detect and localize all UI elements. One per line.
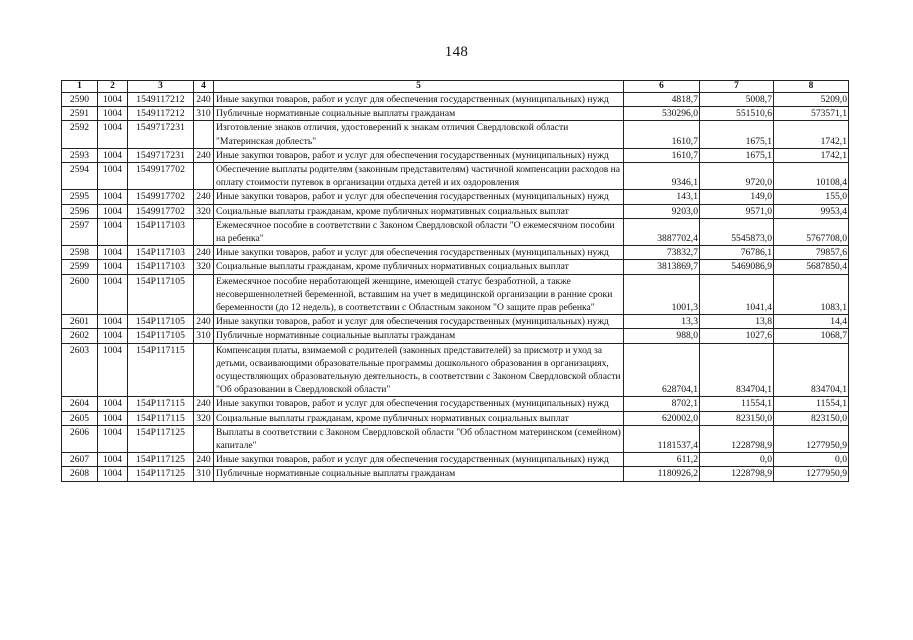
description-cell: Компенсация платы, взимаемой с родителей (законных представителей) за присмотр и уход за детьми, осваивающими образовательные программы дошкольного образования в организациях, осуществляющих образовательную деятельность, в соответствии с Законом Свердловской области "Об образовании в Свердловской области": [214, 343, 624, 397]
amount-col6-cell: 4818,7: [624, 93, 700, 107]
amount-col6-cell: 611,2: [624, 453, 700, 467]
table-row: [62, 204, 849, 218]
amount-col8-cell: 9953,4: [774, 204, 849, 218]
amount-col8-cell: 155,0: [774, 190, 849, 204]
section-code-cell: 1004: [98, 163, 128, 190]
section-code-cell: 1004: [98, 107, 128, 121]
table-header: [62, 81, 849, 93]
amount-col7-cell: 76786,1: [700, 246, 774, 260]
amount-col7-cell: 9571,0: [700, 204, 774, 218]
amount-col8-cell: 5687850,4: [774, 260, 849, 274]
description-cell: Ежемесячное пособие в соответствии с Законом Свердловской области "О ежемесячном пособии на ребенка": [214, 218, 624, 245]
section-code-cell: 1004: [98, 411, 128, 425]
row-number-cell: 2603: [62, 343, 98, 397]
row-number-cell: 2604: [62, 397, 98, 411]
row-number-cell: 2592: [62, 121, 98, 148]
page-number: 148: [444, 44, 469, 60]
table-row: [62, 163, 849, 190]
amount-col6-cell: 73832,7: [624, 246, 700, 260]
section-code-cell: 1004: [98, 148, 128, 162]
amount-col7-cell: 5469086,9: [700, 260, 774, 274]
table-row: [62, 218, 849, 245]
description-cell: Иные закупки товаров, работ и услуг для обеспечения государственных (муниципальных) нужд: [214, 397, 624, 411]
row-number-cell: 2608: [62, 467, 98, 481]
amount-col6-cell: 530296,0: [624, 107, 700, 121]
target-code-cell: 154P117105: [128, 274, 194, 315]
table-row: [62, 148, 849, 162]
amount-col8-cell: 5767708,0: [774, 218, 849, 245]
expense-type-cell: 240: [194, 397, 214, 411]
amount-col7-cell: 1027,6: [700, 329, 774, 343]
target-code-cell: 154P117105: [128, 329, 194, 343]
amount-col7-cell: 9720,0: [700, 163, 774, 190]
expense-type-cell: 310: [194, 467, 214, 481]
amount-col7-cell: 1675,1: [700, 148, 774, 162]
table-row: [62, 246, 849, 260]
row-number-cell: 2607: [62, 453, 98, 467]
expense-type-cell: 320: [194, 260, 214, 274]
col-header-2: 2: [98, 81, 128, 93]
amount-col8-cell: 823150,0: [774, 411, 849, 425]
row-number-cell: 2596: [62, 204, 98, 218]
expense-type-cell: 240: [194, 148, 214, 162]
description-cell: Ежемесячное пособие неработающей женщине, имеющей статус безработной, а также несовершеннолетней беременной, вставшим на учет в медицинской организации в ранние сроки беременности (до 12 недель), в соответствии с Областным законом "О защите прав ребенка": [214, 274, 624, 315]
description-cell: Иные закупки товаров, работ и услуг для обеспечения государственных (муниципальных) нужд: [214, 315, 624, 329]
amount-col8-cell: 79857,6: [774, 246, 849, 260]
amount-col7-cell: 823150,0: [700, 411, 774, 425]
amount-col7-cell: 551510,6: [700, 107, 774, 121]
amount-col7-cell: 11554,1: [700, 397, 774, 411]
section-code-cell: 1004: [98, 315, 128, 329]
description-cell: Иные закупки товаров, работ и услуг для обеспечения государственных (муниципальных) нужд: [214, 93, 624, 107]
table-row: [62, 107, 849, 121]
budget-table: [61, 80, 849, 482]
section-code-cell: 1004: [98, 329, 128, 343]
amount-col6-cell: 1610,7: [624, 148, 700, 162]
table-row: [62, 260, 849, 274]
expense-type-cell: [194, 218, 214, 245]
row-number-cell: 2601: [62, 315, 98, 329]
target-code-cell: 154P117125: [128, 467, 194, 481]
table-row: [62, 315, 849, 329]
expense-type-cell: 240: [194, 246, 214, 260]
section-code-cell: 1004: [98, 274, 128, 315]
amount-col7-cell: 834704,1: [700, 343, 774, 397]
description-cell: Публичные нормативные социальные выплаты гражданам: [214, 329, 624, 343]
amount-col8-cell: 573571,1: [774, 107, 849, 121]
row-number-cell: 2595: [62, 190, 98, 204]
amount-col8-cell: 0,0: [774, 453, 849, 467]
section-code-cell: 1004: [98, 343, 128, 397]
expense-type-cell: 320: [194, 204, 214, 218]
target-code-cell: 154P117115: [128, 343, 194, 397]
target-code-cell: 154P117103: [128, 218, 194, 245]
target-code-cell: 1549717231: [128, 121, 194, 148]
amount-col6-cell: 1610,7: [624, 121, 700, 148]
expense-type-cell: 310: [194, 329, 214, 343]
expense-type-cell: [194, 274, 214, 315]
amount-col6-cell: 1180926,2: [624, 467, 700, 481]
description-cell: Иные закупки товаров, работ и услуг для обеспечения государственных (муниципальных) нужд: [214, 190, 624, 204]
table-row: [62, 397, 849, 411]
amount-col7-cell: 5008,7: [700, 93, 774, 107]
section-code-cell: 1004: [98, 425, 128, 452]
table-row: [62, 274, 849, 315]
section-code-cell: 1004: [98, 121, 128, 148]
description-cell: Публичные нормативные социальные выплаты гражданам: [214, 467, 624, 481]
table-row: [62, 329, 849, 343]
amount-col6-cell: 13,3: [624, 315, 700, 329]
amount-col6-cell: 3813869,7: [624, 260, 700, 274]
amount-col8-cell: 1742,1: [774, 148, 849, 162]
expense-type-cell: [194, 163, 214, 190]
col-header-1: 1: [62, 81, 98, 93]
amount-col8-cell: 1068,7: [774, 329, 849, 343]
table-row: [62, 453, 849, 467]
amount-col8-cell: 1083,1: [774, 274, 849, 315]
amount-col7-cell: 1228798,9: [700, 425, 774, 452]
col-header-5: 5: [214, 81, 624, 93]
section-code-cell: 1004: [98, 93, 128, 107]
section-code-cell: 1004: [98, 260, 128, 274]
target-code-cell: 1549117212: [128, 93, 194, 107]
amount-col7-cell: 5545873,0: [700, 218, 774, 245]
amount-col7-cell: 0,0: [700, 453, 774, 467]
section-code-cell: 1004: [98, 467, 128, 481]
col-header-4: 4: [194, 81, 214, 93]
description-cell: Иные закупки товаров, работ и услуг для обеспечения государственных (муниципальных) нужд: [214, 246, 624, 260]
amount-col6-cell: 988,0: [624, 329, 700, 343]
expense-type-cell: [194, 425, 214, 452]
table-body: [62, 93, 849, 482]
target-code-cell: 1549917702: [128, 190, 194, 204]
expense-type-cell: 320: [194, 411, 214, 425]
row-number-cell: 2597: [62, 218, 98, 245]
table-row: [62, 121, 849, 148]
target-code-cell: 1549717231: [128, 148, 194, 162]
expense-type-cell: 240: [194, 453, 214, 467]
amount-col8-cell: 5209,0: [774, 93, 849, 107]
description-cell: Изготовление знаков отличия, удостоверений к знакам отличия Свердловской области "Материнская доблесть": [214, 121, 624, 148]
amount-col8-cell: 1277950,9: [774, 467, 849, 481]
row-number-cell: 2599: [62, 260, 98, 274]
description-cell: Публичные нормативные социальные выплаты гражданам: [214, 107, 624, 121]
expense-type-cell: [194, 343, 214, 397]
table-row: [62, 467, 849, 481]
expense-type-cell: [194, 121, 214, 148]
amount-col6-cell: 3887702,4: [624, 218, 700, 245]
target-code-cell: 154P117115: [128, 411, 194, 425]
target-code-cell: 154P117125: [128, 425, 194, 452]
description-cell: Социальные выплаты гражданам, кроме публичных нормативных социальных выплат: [214, 260, 624, 274]
target-code-cell: 154P117125: [128, 453, 194, 467]
row-number-cell: 2605: [62, 411, 98, 425]
table-row: [62, 190, 849, 204]
row-number-cell: 2590: [62, 93, 98, 107]
expense-type-cell: 310: [194, 107, 214, 121]
row-number-cell: 2593: [62, 148, 98, 162]
amount-col7-cell: 13,8: [700, 315, 774, 329]
expense-type-cell: 240: [194, 93, 214, 107]
description-cell: Обеспечение выплаты родителям (законным представителям) частичной компенсации расходов на оплату стоимости путевок в организации отдыха детей и их оздоровления: [214, 163, 624, 190]
row-number-cell: 2602: [62, 329, 98, 343]
table-row: [62, 411, 849, 425]
section-code-cell: 1004: [98, 204, 128, 218]
target-code-cell: 154P117103: [128, 260, 194, 274]
col-header-7: 7: [700, 81, 774, 93]
expense-type-cell: 240: [194, 315, 214, 329]
description-cell: Выплаты в соответствии с Законом Свердловской области "Об областном материнском (семейном) капитале": [214, 425, 624, 452]
section-code-cell: 1004: [98, 246, 128, 260]
row-number-cell: 2591: [62, 107, 98, 121]
row-number-cell: 2600: [62, 274, 98, 315]
amount-col7-cell: 1228798,9: [700, 467, 774, 481]
section-code-cell: 1004: [98, 397, 128, 411]
target-code-cell: 154P117103: [128, 246, 194, 260]
section-code-cell: 1004: [98, 190, 128, 204]
col-header-6: 6: [624, 81, 700, 93]
target-code-cell: 154P117105: [128, 315, 194, 329]
section-code-cell: 1004: [98, 453, 128, 467]
amount-col6-cell: 9203,0: [624, 204, 700, 218]
amount-col6-cell: 1181537,4: [624, 425, 700, 452]
amount-col8-cell: 1277950,9: [774, 425, 849, 452]
col-header-8: 8: [774, 81, 849, 93]
amount-col6-cell: 9346,1: [624, 163, 700, 190]
table-row: [62, 425, 849, 452]
target-code-cell: 1549117212: [128, 107, 194, 121]
header-row: [62, 81, 849, 93]
description-cell: Социальные выплаты гражданам, кроме публичных нормативных социальных выплат: [214, 204, 624, 218]
amount-col8-cell: 14,4: [774, 315, 849, 329]
table-row: [62, 93, 849, 107]
amount-col7-cell: 1041,4: [700, 274, 774, 315]
target-code-cell: 1549917702: [128, 163, 194, 190]
amount-col8-cell: 834704,1: [774, 343, 849, 397]
expense-type-cell: 240: [194, 190, 214, 204]
row-number-cell: 2598: [62, 246, 98, 260]
table-row: [62, 343, 849, 397]
amount-col6-cell: 620002,0: [624, 411, 700, 425]
amount-col8-cell: 11554,1: [774, 397, 849, 411]
description-cell: Иные закупки товаров, работ и услуг для обеспечения государственных (муниципальных) нужд: [214, 148, 624, 162]
amount-col7-cell: 149,0: [700, 190, 774, 204]
description-cell: Иные закупки товаров, работ и услуг для обеспечения государственных (муниципальных) нужд: [214, 453, 624, 467]
section-code-cell: 1004: [98, 218, 128, 245]
amount-col8-cell: 10108,4: [774, 163, 849, 190]
amount-col6-cell: 1001,3: [624, 274, 700, 315]
amount-col7-cell: 1675,1: [700, 121, 774, 148]
col-header-3: 3: [128, 81, 194, 93]
amount-col8-cell: 1742,1: [774, 121, 849, 148]
row-number-cell: 2594: [62, 163, 98, 190]
target-code-cell: 1549917702: [128, 204, 194, 218]
amount-col6-cell: 628704,1: [624, 343, 700, 397]
row-number-cell: 2606: [62, 425, 98, 452]
target-code-cell: 154P117115: [128, 397, 194, 411]
amount-col6-cell: 143,1: [624, 190, 700, 204]
amount-col6-cell: 8702,1: [624, 397, 700, 411]
description-cell: Социальные выплаты гражданам, кроме публичных нормативных социальных выплат: [214, 411, 624, 425]
